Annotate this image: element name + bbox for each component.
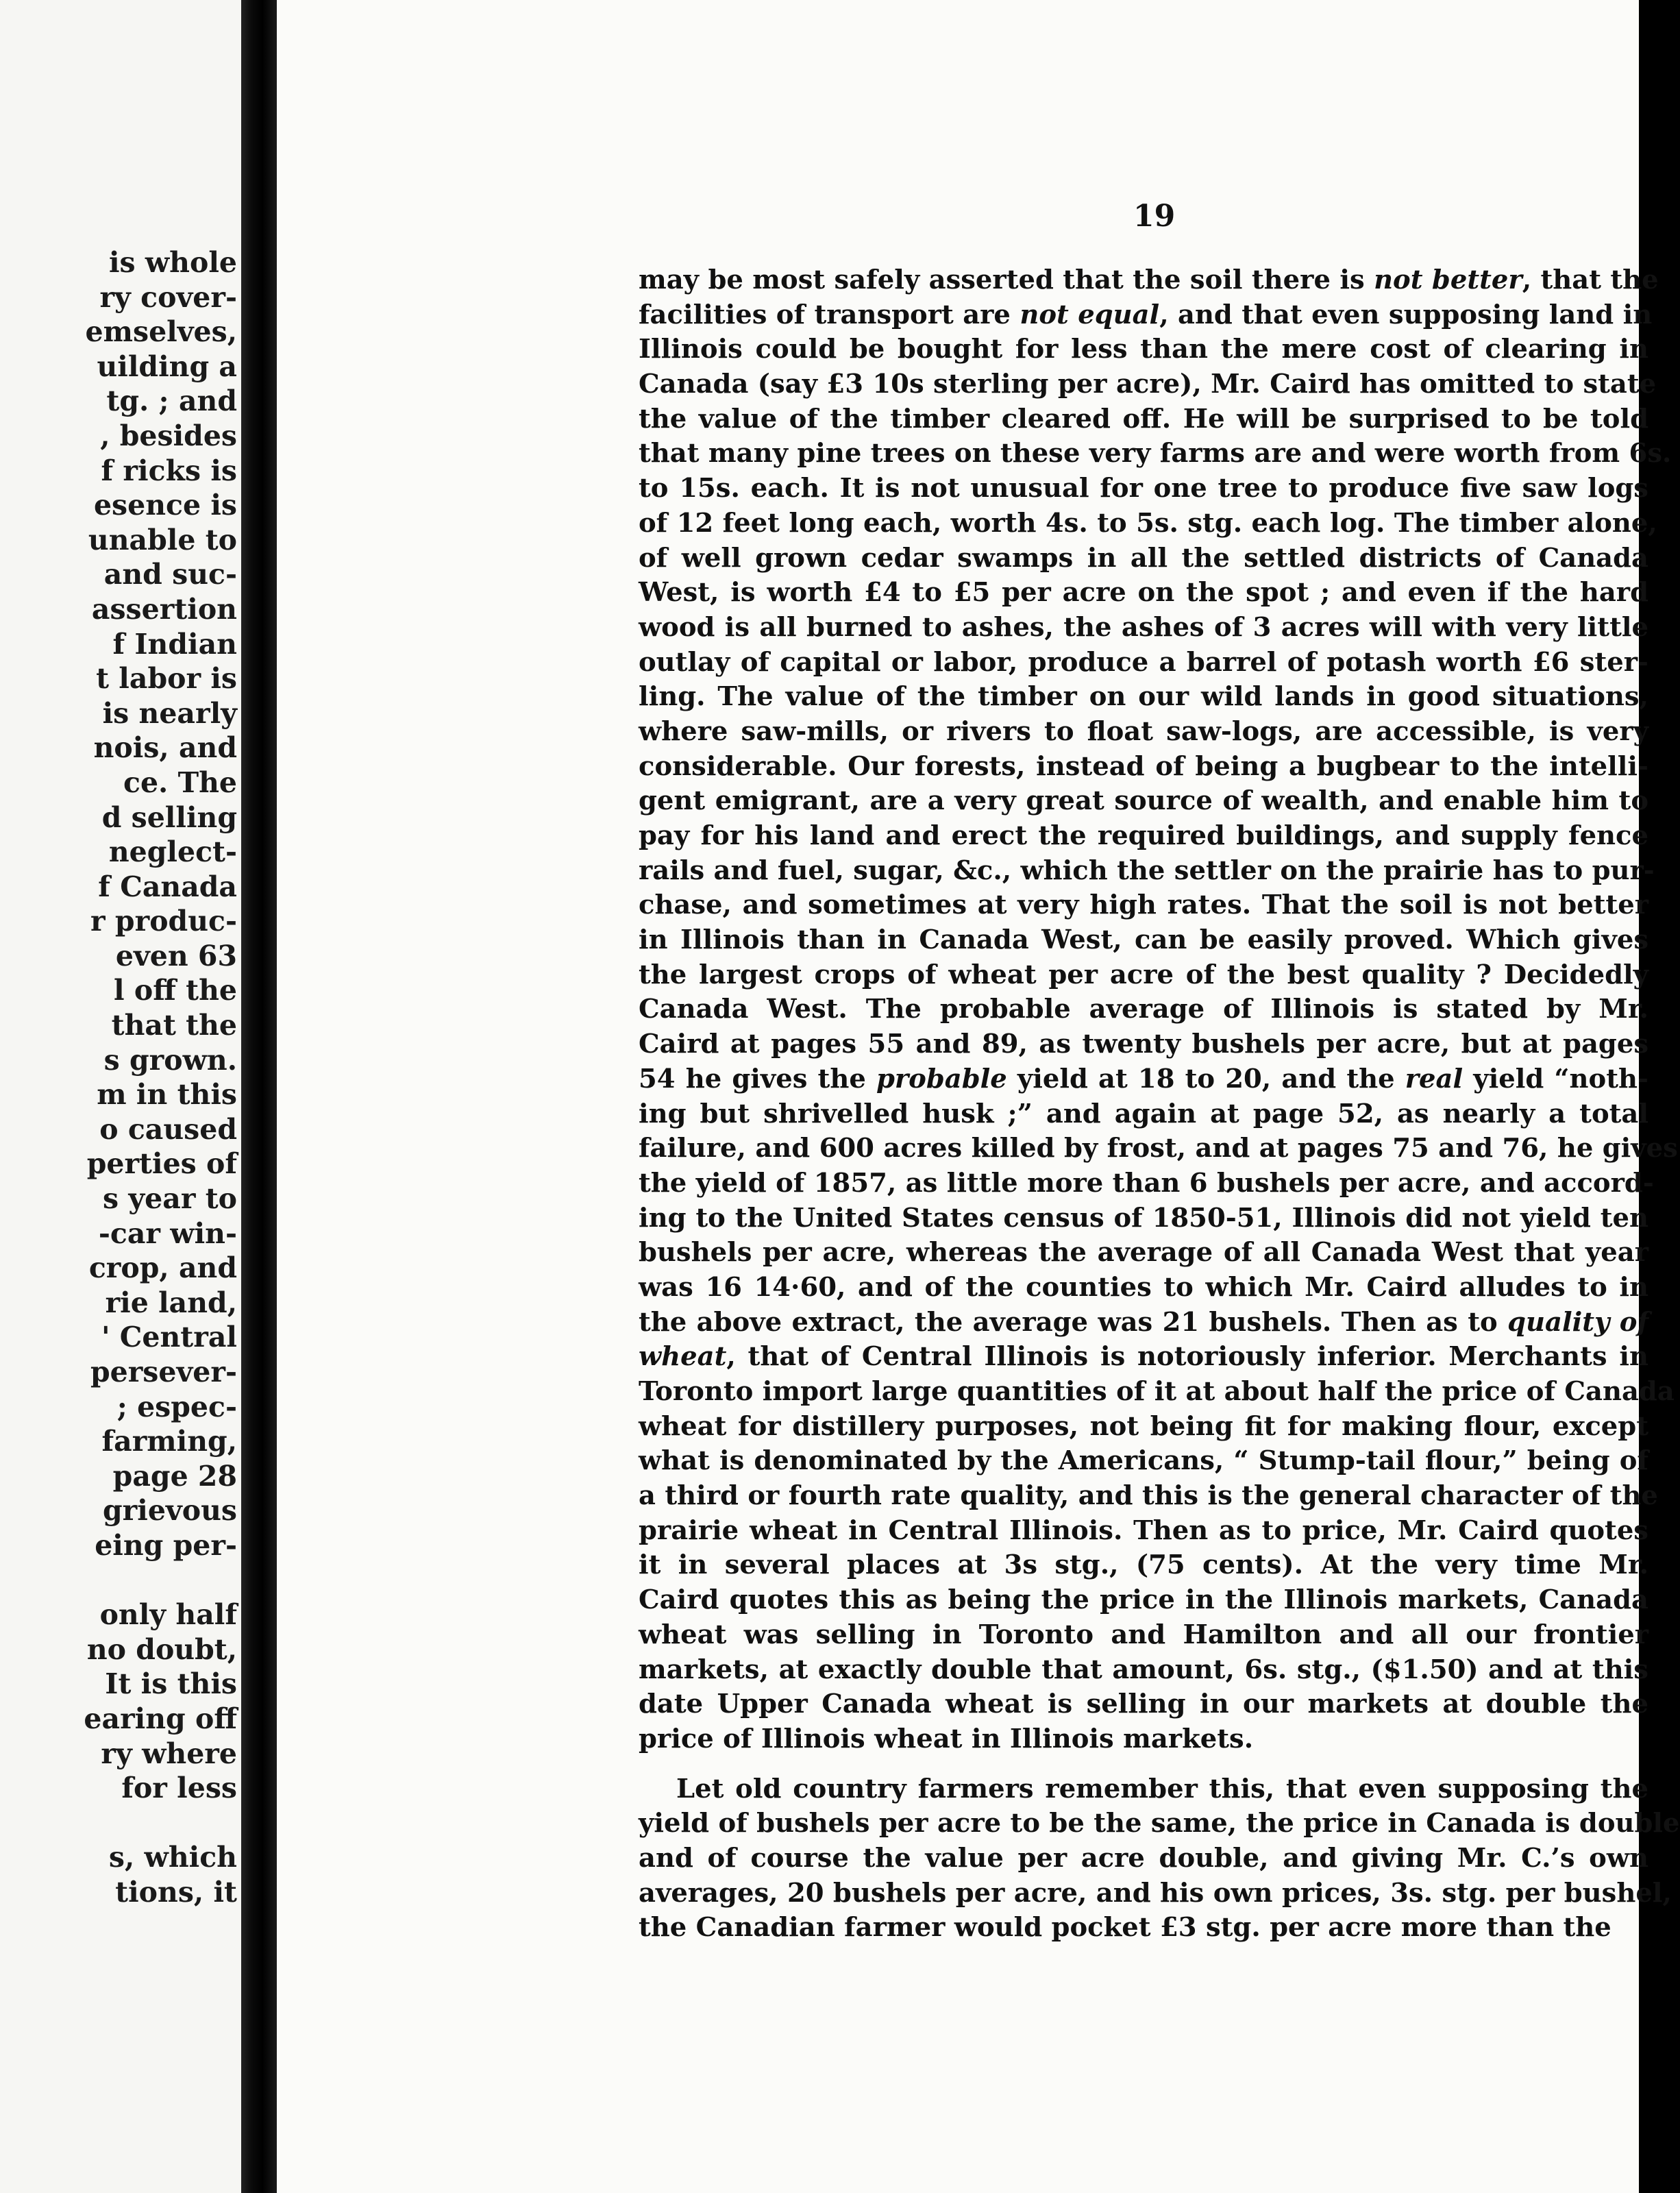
left-page-line: that the [111,1009,237,1042]
left-page-line: no doubt, [86,1632,237,1666]
text-line [639,611,1648,646]
text-line [639,576,1648,611]
left-page-line: uilding a [97,350,237,383]
left-page-line: emselves, [85,315,237,349]
left-page-line: is nearly [102,696,237,730]
left-page-line: crop, and [88,1251,237,1285]
text-line [639,1514,1648,1549]
text-run: yield “noth- [1463,1063,1648,1094]
text-line [639,1479,1658,1514]
paragraph-1 [639,263,1678,1757]
left-page-line: nois, and [93,731,237,765]
italic-text: probable [876,1063,1007,1094]
text-run: price of Illinois wheat in Illinois markets. [639,1723,1254,1754]
left-page-line: perties of [86,1147,237,1181]
text-line [639,1306,1648,1340]
left-page-line [4,1563,237,1598]
page-number: 19 [1133,199,1176,234]
text-line [639,506,1657,541]
text-line [639,541,1648,576]
left-page-line: grievous [103,1494,237,1528]
text-line [639,715,1648,750]
left-page-line: is whole [108,246,237,279]
left-page-line: f ricks is [101,454,237,487]
text-line [639,680,1648,715]
text-line [639,1166,1654,1201]
text-line [639,1410,1648,1445]
text-line [639,1062,1648,1097]
text-line [639,958,1648,993]
left-page-line: f Indian [112,627,237,661]
text-line [639,854,1655,889]
text-run: Illinois could be bought for less than the mere cost of clearing in [639,334,1648,365]
text-line [639,646,1648,681]
text-run: Canada (say £3 10s sterling per acre), Mr. Caird has omitted to state [639,369,1657,400]
text-line [639,1027,1648,1062]
right-page [277,0,1680,2193]
text-run: the Canadian farmer would pocket £3 stg. per acre more than the [639,1912,1611,1944]
text-run: a third or fourth rate quality, and this is the general character of the [639,1480,1658,1512]
text-line [639,1722,1648,1757]
text-run: chase, and sometimes at very high rates. That the soil is not better [639,890,1648,921]
text-line [639,1444,1648,1479]
text-run: , that of Central Illinois is notoriously inferior. Merchants in [726,1341,1648,1373]
text-run: averages, 20 bushels per acre, and his own prices, 3s. stg. per bushel, [639,1877,1672,1909]
text-run: , and that even supposing land in [1159,299,1653,330]
text-run: ling. The value of the timber on our wild lands in good situations, [639,681,1648,713]
text-line [639,367,1657,402]
left-page-line: eing per- [95,1528,237,1562]
text-line [639,992,1648,1027]
text-line [639,1841,1648,1876]
text-run: of 12 feet long each, worth 4s. to 5s. stg. each log. The timber alone, [639,507,1657,539]
text-run: bushels per acre, whereas the average of all Canada West that year [639,1237,1648,1269]
text-line [639,332,1648,367]
left-page-line: ; espec- [116,1390,237,1423]
left-page-line: tions, it [115,1875,237,1909]
text-run: yield of bushels per acre to be the same, the price in Canada is double [639,1808,1680,1839]
text-run: wood is all burned to ashes, the ashes of 3 acres will with very little [639,611,1648,643]
left-page-line: f Canada [98,870,237,903]
left-page-line: r produc- [90,905,237,938]
text-line [639,1201,1648,1236]
text-run: and of course the value per acre double, and giving Mr. C.’s own [639,1842,1648,1874]
left-page-line: s, which [108,1841,237,1874]
text-line [639,1097,1648,1132]
left-page-fragment [0,0,241,2193]
text-run: the yield of 1857, as little more than 6 bushels per acre, and accord- [639,1167,1654,1199]
text-run: to 15s. each. It is not unusual for one tree to produce five saw logs [639,473,1648,504]
left-page-line: d selling [101,800,237,834]
text-line [639,1340,1648,1375]
italic-text: not better [1374,265,1522,295]
text-run: wheat was selling in Toronto and Hamilton and all our frontier [639,1619,1648,1650]
left-page-line: , besides [100,419,237,452]
left-page-line: esence is [93,489,237,522]
text-line [639,263,1659,298]
text-run: it in several places at 3s stg., (75 cents). At the very time Mr. [639,1549,1648,1581]
text-line [639,784,1648,819]
left-page-line: earing off [84,1702,237,1735]
text-run: was 16 14·60, and of the counties to which Mr. Caird alludes to in [639,1271,1648,1303]
text-run: , that the [1522,265,1659,295]
text-line [639,1548,1648,1583]
text-run: considerable. Our forests, instead of being a bugbear to the intelli- [639,750,1648,782]
left-page-text [4,245,237,1910]
left-page-line: s grown. [103,1043,237,1077]
text-run: pay for his land and erect the required buildings, and supply fence [639,820,1648,851]
text-run: the largest crops of wheat per acre of the best quality ? Decidedly [639,959,1648,990]
text-run: West, is worth £4 to £5 per acre on the spot ; and even if the hard [639,577,1648,609]
text-line [639,1131,1678,1166]
italic-text: real [1405,1063,1463,1094]
text-run: Toronto import large quantities of it at about half the price of Canada [639,1376,1675,1407]
text-run: ing to the United States census of 1850-51, Illinois did not yield ten [639,1202,1648,1234]
left-page-line: page 28 [112,1459,237,1493]
text-run: the value of the timber cleared off. He will be surprised to be told [639,403,1648,434]
text-run: where saw-mills, or rivers to float saw-logs, are accessible, is very [639,715,1648,747]
paragraph-2 [639,1772,1680,1946]
left-page-line: farming, [101,1425,237,1458]
text-run: ing but shrivelled husk ;” and again at page 52, as nearly a total [639,1098,1648,1129]
text-run: gent emigrant, are a very great source of wealth, and enable him to [639,785,1648,817]
text-run: the above extract, the average was 21 bushels. Then as to [639,1306,1508,1338]
text-line [639,1271,1648,1306]
text-line [639,923,1648,958]
text-line [639,888,1648,923]
left-page-line: o caused [99,1112,237,1146]
left-page-line: tg. ; and [106,384,237,418]
left-page-line: t labor is [96,662,237,696]
text-run: in Illinois than in Canada West, can be easily proved. Which gives [639,924,1648,956]
text-run: failure, and 600 acres killed by frost, and at pages 75 and 76, he gives [639,1133,1678,1164]
left-page-line: m in this [97,1078,237,1112]
text-run: 54 he gives the [639,1063,876,1094]
left-page-line: rie land, [105,1286,237,1319]
text-line [639,1806,1680,1841]
book-gutter [241,0,277,2193]
text-line [639,1876,1672,1911]
text-line [639,1618,1648,1653]
italic-text: wheat [639,1341,727,1373]
left-page-line: persever- [90,1356,237,1388]
text-line [639,1687,1648,1722]
left-page-line: l off the [114,974,237,1007]
text-run: prairie wheat in Central Illinois. Then as to price, Mr. Caird quotes [639,1515,1648,1546]
text-run: outlay of capital or labor, produce a barrel of potash worth £6 ster- [639,646,1648,678]
left-page-line: ' Central [101,1321,237,1354]
left-page-line [4,1806,237,1841]
left-page-line: s year to [103,1182,237,1216]
text-line [639,1772,1648,1807]
left-page-line: ry cover- [99,280,237,314]
text-run: what is denominated by the Americans, “ Stump-tail flour,” being of [639,1445,1648,1477]
left-page-line: for less [121,1772,237,1805]
left-page-line: even 63 [115,939,237,972]
text-line [639,1653,1648,1688]
text-line [639,471,1648,506]
left-page-line: It is this [105,1667,237,1701]
left-page-line: ry where [101,1737,237,1770]
page-body [639,263,1680,1946]
left-page-line: and suc- [103,558,237,591]
text-run: yield at 18 to 20, and the [1006,1063,1405,1094]
text-line [639,750,1648,785]
italic-text: quality of [1507,1306,1648,1338]
left-page-line: ce. The [123,765,237,799]
text-run: of well grown cedar swamps in all the settled districts of Canada [639,542,1648,574]
left-page-line: assertion [91,592,237,626]
text-run: Caird quotes this as being the price in the Illinois markets, Canada [639,1584,1648,1616]
italic-text: not equal [1020,299,1160,330]
text-run: Caird at pages 55 and 89, as twenty bushels per acre, but at pages [639,1029,1648,1060]
text-line [639,819,1648,854]
left-page-line: unable to [88,523,237,556]
text-run: rails and fuel, sugar, &c., which the settler on the prairie has to pur- [639,855,1655,886]
left-page-line: neglect- [108,835,237,869]
text-run: markets, at exactly double that amount, 6s. stg., ($1.50) and at this [639,1654,1648,1685]
text-run: wheat for distillery purposes, not being fit for making flour, except [639,1410,1648,1442]
text-run: may be most safely asserted that the soil there is [639,265,1374,295]
text-line [639,298,1653,333]
text-run: Canada West. The probable average of Illinois is stated by Mr. [639,994,1648,1025]
text-line [639,1236,1648,1271]
text-run: facilities of transport are [639,299,1020,330]
text-line [639,402,1648,437]
left-page-line: -car win- [98,1216,237,1250]
text-line [639,1375,1675,1410]
left-page-line: only half [99,1598,237,1632]
text-line [639,437,1672,471]
text-line [639,1583,1648,1618]
text-line [639,1911,1648,1946]
text-run: Let old country farmers remember this, that even supposing the [676,1773,1648,1804]
text-run: that many pine trees on these very farms are and were worth from 6s. [639,438,1672,469]
text-run: date Upper Canada wheat is selling in our markets at double the [639,1689,1648,1720]
